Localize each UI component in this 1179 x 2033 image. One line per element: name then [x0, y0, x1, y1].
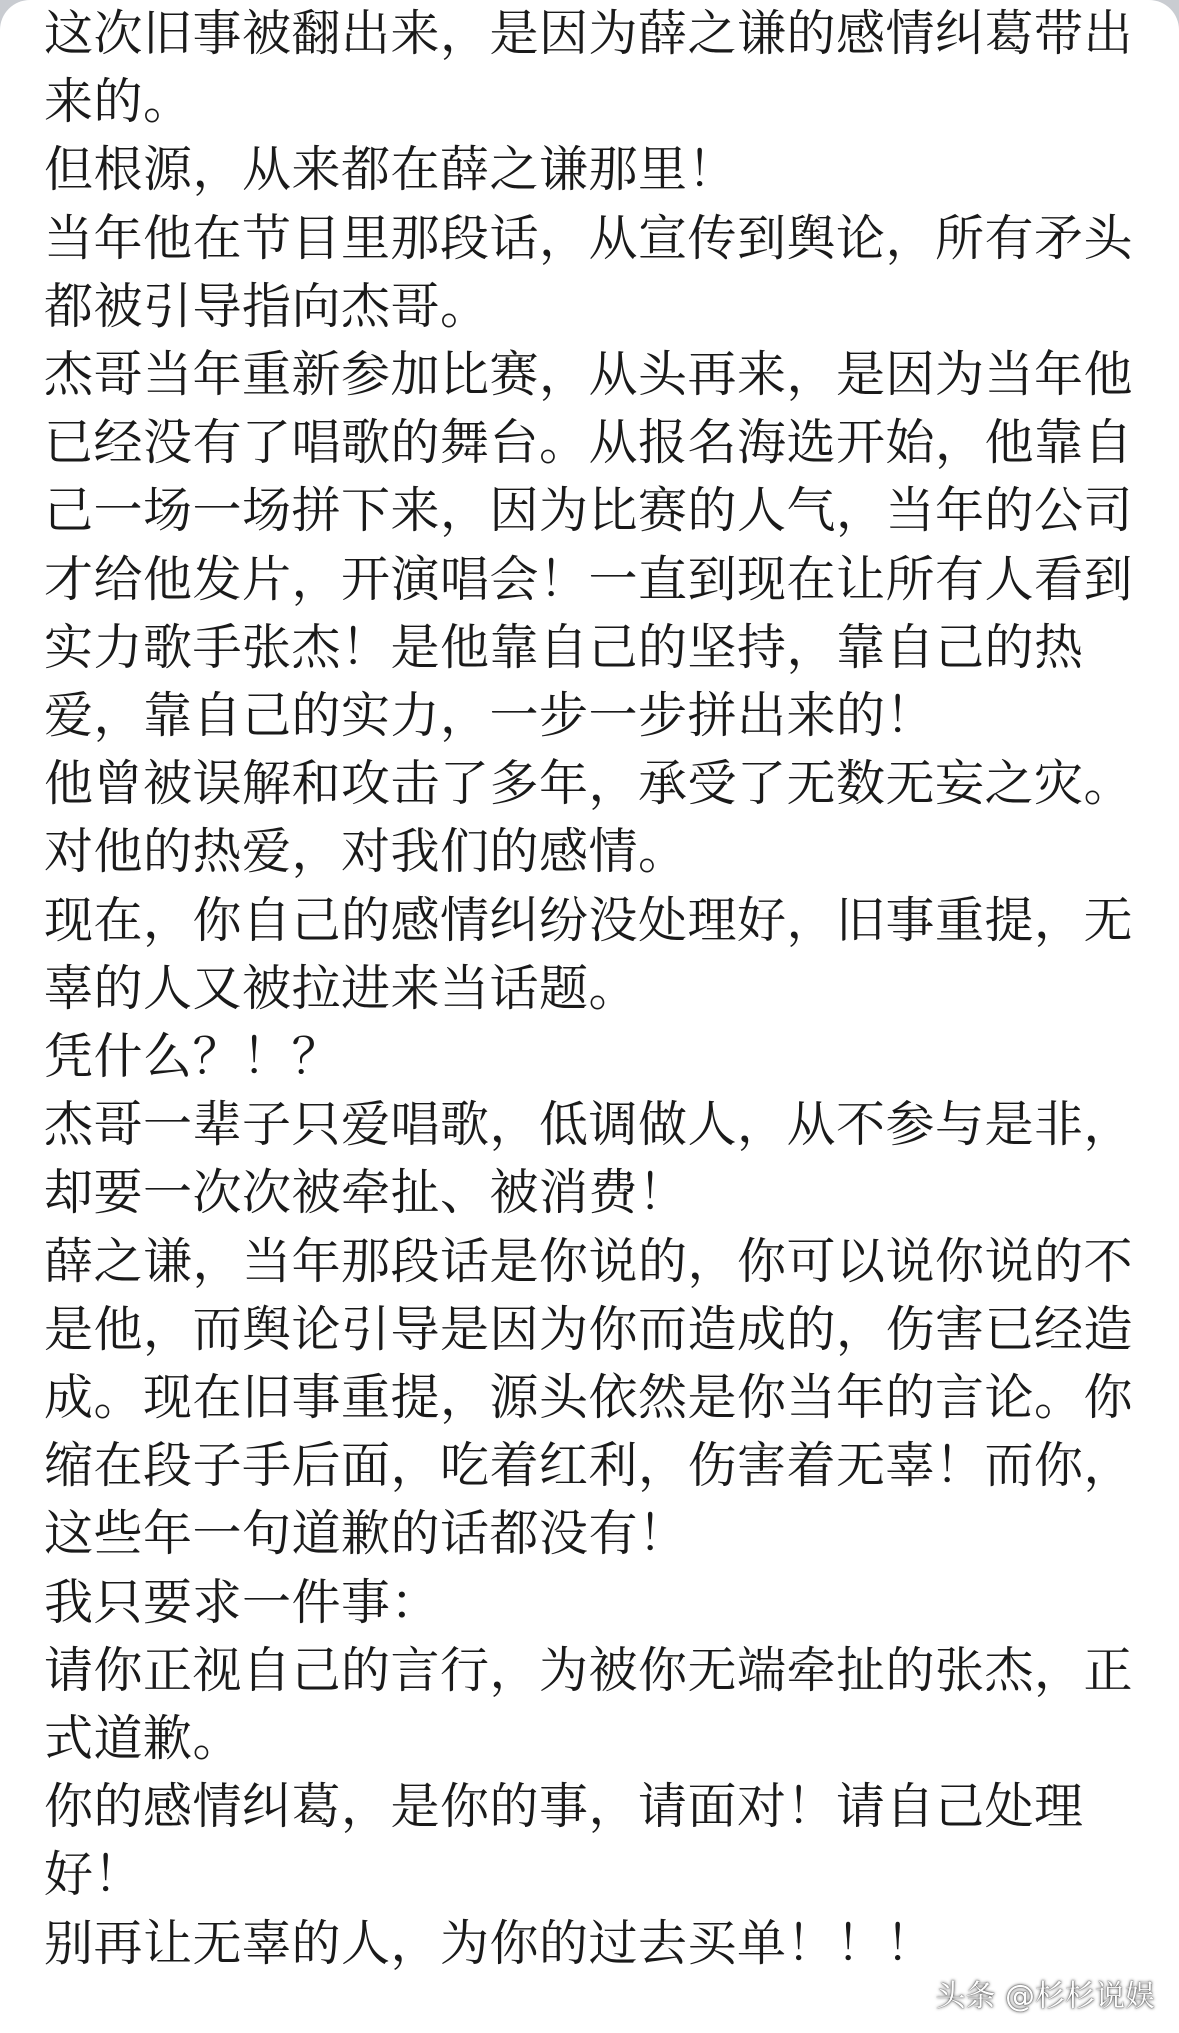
- post-line: 才给他发片，开演唱会！一直到现在让所有人看到: [44, 550, 1134, 608]
- post-line: 缩在段子手后面，吃着红利，伤害着无辜！而你，: [44, 1437, 1134, 1495]
- post-line: 实力歌手张杰！是他靠自己的坚持，靠自己的热: [44, 618, 1084, 676]
- source-watermark: 头条 @杉杉说娱: [935, 1979, 1155, 2014]
- post-line: 杰哥一辈子只爱唱歌，低调做人，从不参与是非，: [44, 1096, 1134, 1154]
- post-line: 你的感情纠葛，是你的事，请面对！请自己处理: [44, 1778, 1084, 1836]
- post-line: 爱，靠自己的实力，一步一步拼出来的！: [44, 687, 936, 745]
- post-line: 都被引导指向杰哥。: [44, 277, 490, 335]
- post-line: 这次旧事被翻出来，是因为薛之谦的感情纠葛带出: [44, 5, 1134, 62]
- post-line: 别再让无辜的人，为你的过去买单！！！: [44, 1914, 936, 1972]
- post-line: 却要一次次被牵扯、被消费！: [44, 1164, 688, 1222]
- post-line: 己一场一场拼下来，因为比赛的人气，当年的公司: [44, 482, 1134, 540]
- post-line: 来的。: [44, 73, 193, 131]
- post-line: 对他的热爱，对我们的感情。: [44, 823, 688, 881]
- post-line: 凭什么？！？: [44, 1028, 342, 1086]
- post-line: 请你正视自己的言行，为被你无端牵扯的张杰，正: [44, 1641, 1134, 1699]
- post-line: 好！: [44, 1846, 144, 1904]
- post-line: 杰哥当年重新参加比赛，从头再来，是因为当年他: [44, 346, 1134, 404]
- post-line: 这些年一句道歉的话都没有！: [44, 1505, 688, 1563]
- post-line: 是他，而舆论引导是因为你而造成的，伤害已经造: [44, 1300, 1134, 1358]
- post-line: 辜的人又被拉进来当话题。: [44, 959, 639, 1017]
- post-text-body: [44, 0, 1154, 1978]
- post-line: 当年他在节目里那段话，从宣传到舆论，所有矛头: [44, 209, 1134, 267]
- post-line: 成。现在旧事重提，源头依然是你当年的言论。你: [44, 1369, 1134, 1427]
- post-line: 薛之谦，当年那段话是你说的，你可以说你说的不: [44, 1232, 1134, 1290]
- post-line: 但根源，从来都在薛之谦那里！: [44, 141, 738, 199]
- post-line: 我只要求一件事：: [44, 1573, 441, 1631]
- top-left-corner: [0, 0, 30, 30]
- post-line: 现在，你自己的感情纠纷没处理好，旧事重提，无: [44, 891, 1134, 949]
- post-line: 他曾被误解和攻击了多年，承受了无数无妄之灾。: [44, 755, 1134, 813]
- post-line: 已经没有了唱歌的舞台。从报名海选开始，他靠自: [44, 414, 1134, 472]
- post-line: 式道歉。: [44, 1710, 243, 1768]
